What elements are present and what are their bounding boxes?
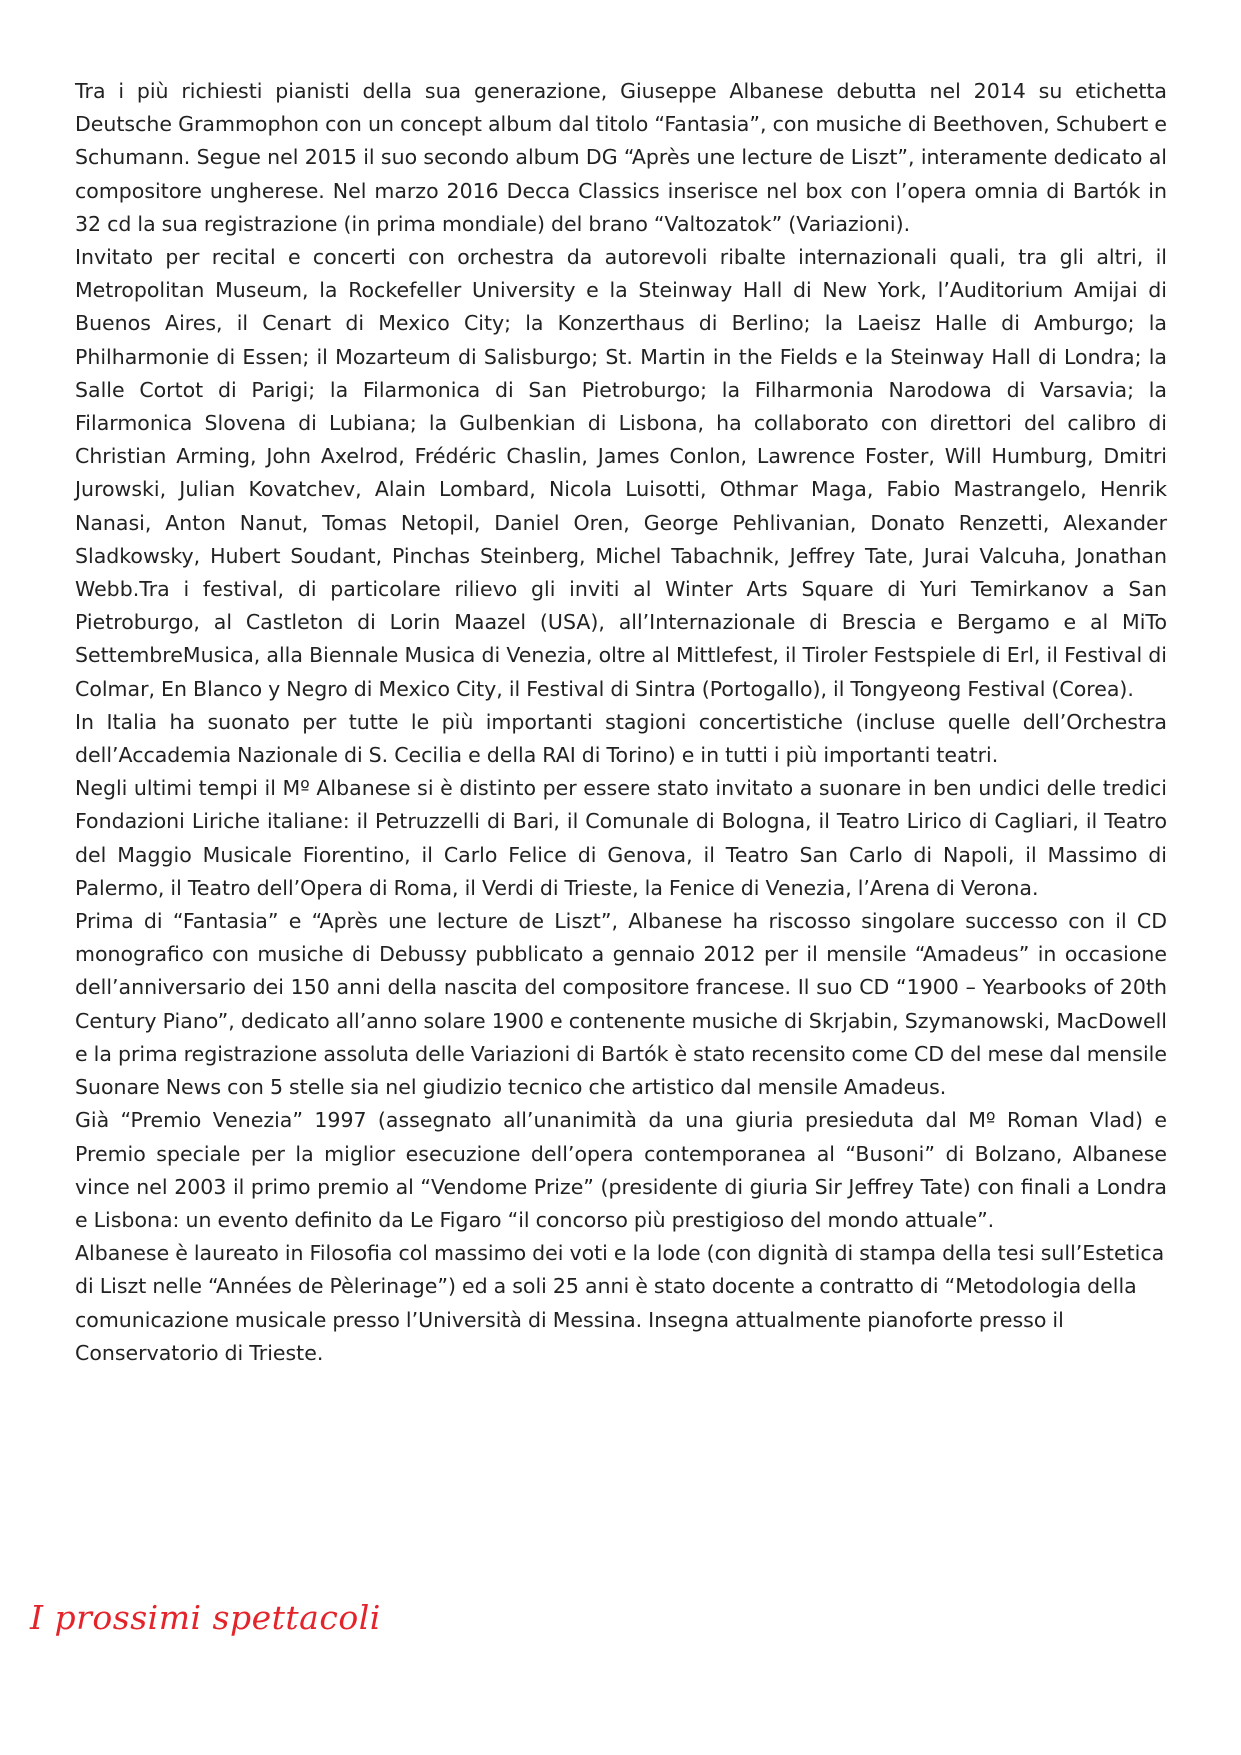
paragraph-opera-foundations: Negli ultimi tempi il Mº Albanese si è distinto per essere stato invitato a suonare in ben undici delle tredici Fondazioni Liriche italiane: il Petruzzelli di Bari, il Comunale di Bologna, il Teatro Lirico di Cagliari, il Teatro del Maggio Musicale Fiorentino, il Carlo Felice di Genova, il Teatro San Carlo di Napoli, il Massimo di Palermo, il Teatro dell’Opera di Roma, il Verdi di Trieste, la Fenice di Venezia, l’Arena di Verona. (75, 776, 1167, 900)
paragraph-international: Invitato per recital e concerti con orchestra da autorevoli ribalte internazionali quali, tra gli altri, il Metropolitan Museum, la Rockefeller University e la Steinway Hall di New York, l’Auditorium Amijai di Buenos Aires, il Cenart di Mexico City; la Konzerthaus di Berlino; la Laeisz Halle di Amburgo; la Philharmonie di Essen; il Mozarteum di Salisburgo; St. Martin in the Fields e la Steinway Hall di Londra; la Salle Cortot di Parigi; la Filarmonica di San Pietroburgo; la Filharmonia Narodowa di Varsavia; la Filarmonica Slovena di Lubiana; la Gulbenkian di Lisbona, ha collaborato con direttori del calibro di Christian Arming, John Axelrod, Frédéric Chaslin, James Conlon, Lawrence Foster, Will Humburg, Dmitri Jurowski, Julian Kovatchev, Alain Lombard, Nicola Luisotti, Othmar Maga, Fabio Mastrangelo, Henrik Nanasi, Anton Nanut, Tomas Netopil, Daniel Oren, George Pehlivanian, Donato Renzetti, Alexander Sladkowsky, Hubert Soudant, Pinchas Steinberg, Michel Tabachnik, Jeffrey Tate, Jurai Valcuha, Jonathan Webb.Tra i festival, di particolare rilievo gli inviti al Winter Arts Square di Yuri Temirkanov a San Pietroburgo, al Castleton di Lorin Maazel (USA), all’Internazionale di Brescia e Bergamo e al MiTo SettembreMusica, alla Biennale Musica di Venezia, oltre al Mittlefest, il Tiroler Festspiele di Erl, il Festival di Colmar, En Blanco y Negro di Mexico City, il Festival di Sintra (Portogallo), il Tongyeong Festival (Corea). (75, 245, 1167, 701)
paragraph-italy: In Italia ha suonato per tutte le più importanti stagioni concertistiche (incluse quelle dell’Orchestra dell’Accademia Nazionale di S. Cecilia e della RAI di Torino) e in tutti i più importanti teatri. (75, 709, 1167, 768)
paragraph-awards: Già “Premio Venezia” 1997 (assegnato all’unanimità da una giuria presieduta dal Mº Roman Vlad) e Premio speciale per la miglior esecuzione dell’opera contemporanea al “Busoni” di Bolzano, Albanese vince nel 2003 il primo premio al “Vendome Prize” (presidente di giuria Sir Jeffrey Tate) con finali a Londra e Lisbona: un evento definito da Le Figaro “il concorso più prestigioso del mondo attuale”. (75, 1108, 1167, 1232)
upcoming-shows-heading: I prossimi spettacoli (30, 1598, 381, 1637)
biography-text (75, 75, 1167, 1370)
paragraph-debut: Tra i più richiesti pianisti della sua generazione, Giuseppe Albanese debutta nel 2014 su etichetta Deutsche Grammophon con un concept album dal titolo “Fantasia”, con musiche di Beethoven, Schubert e Schumann. Segue nel 2015 il suo secondo album DG “Après une lecture de Liszt”, interamente dedicato al compositore ungherese. Nel marzo 2016 Decca Classics inserisce nel box con l’opera omnia di Bartók in 32 cd la sua registrazione (in prima mondiale) del brano “Valtozatok” (Variazioni). (75, 79, 1167, 236)
paragraph-education: Albanese è laureato in Filosofia col massimo dei voti e la lode (con dignità di stampa della tesi sull’Estetica di Liszt nelle “Années de Pèlerinage”) ed a soli 25 anni è stato docente a contratto di “Metodologia della comunicazione musicale presso l’Università di Messina. Insegna attualmente pianoforte presso il Conservatorio di Trieste. (75, 1241, 1165, 1365)
paragraph-recordings: Prima di “Fantasia” e “Après une lecture de Liszt”, Albanese ha riscosso singolare successo con il CD monografico con musiche di Debussy pubblicato a gennaio 2012 per il mensile “Amadeus” in occasione dell’anniversario dei 150 anni della nascita del compositore francese. Il suo CD “1900 – Yearbooks of 20th Century Piano”, dedicato all’anno solare 1900 e contenente musiche di Skrjabin, Szymanowski, MacDowell e la prima registrazione assoluta delle Variazioni di Bartók è stato recensito come CD del mese dal mensile Suonare News con 5 stelle sia nel giudizio tecnico che artistico dal mensile Amadeus. (75, 909, 1167, 1100)
